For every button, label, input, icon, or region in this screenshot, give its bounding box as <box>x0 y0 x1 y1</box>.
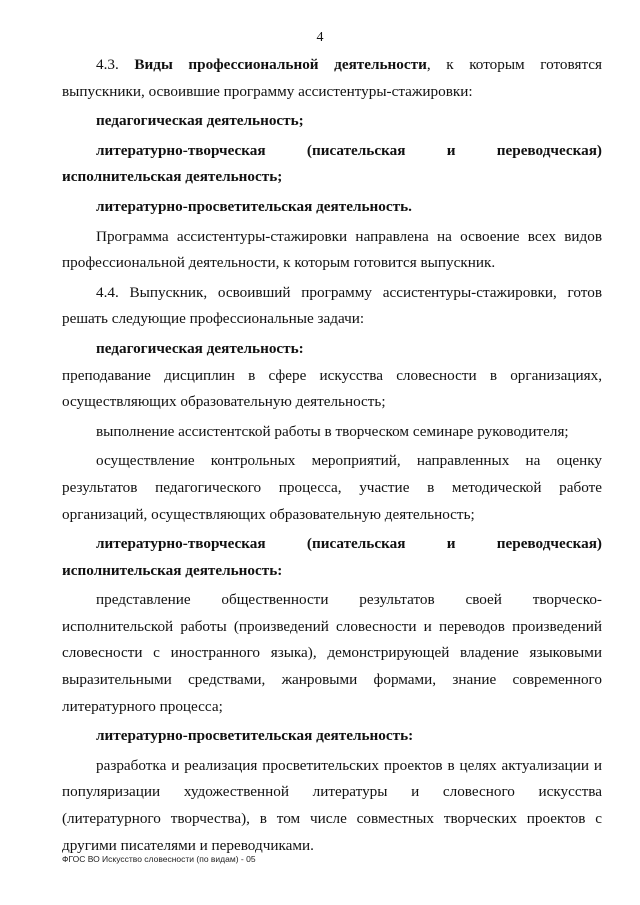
activity-literary-line2: исполнительская деятельность; <box>62 168 283 186</box>
paragraph-text: , к которым готовятся выпускники, освоившие программу ассистентуры-стажировки: <box>62 56 602 100</box>
task-educational-projects: разработка и реализация просветительских проектов в целях актуализации и популяризации художественной литературы и словесного искусства (литературного творчества), в том числе совместных творческих проектов с другими писателями и переводчиками. <box>62 756 602 854</box>
activity-pedagogical: педагогическая деятельность; <box>96 112 304 130</box>
task-public-presentation: представление общественности результатов своей творческо-исполнительской работы (произведений словесности и переводов произведений словесности с иностранного языка), демонстрирующей владение языковыми выразительными средствами, жанровыми формами, знание современного литературного процесса; <box>62 591 602 715</box>
heading-literary-tasks-line2: исполнительская деятельность: <box>62 561 283 579</box>
heading-educational-tasks: литературно-просветительская деятельность: <box>96 727 414 745</box>
heading-literary-tasks-line1: литературно-творческая (писательская и переводческая) <box>96 535 602 553</box>
activity-literary-line1: литературно-творческая (писательская и переводческая) <box>96 141 602 159</box>
paragraph-4-3 <box>62 52 602 105</box>
section-number: 4.3. <box>96 56 119 73</box>
document-footer: ФГОС ВО Искусство словесности (по видам) - 05 <box>62 854 256 864</box>
page-number: 4 <box>316 30 324 45</box>
task-teaching: преподавание дисциплин в сфере искусства словесности в организациях, осуществляющих образовательную деятельность; <box>62 366 602 411</box>
task-assistant-work: выполнение ассистентской работы в творческом семинаре руководителя; <box>96 422 569 440</box>
bold-heading: Виды профессиональной деятельности <box>134 56 427 73</box>
task-control-activities: осуществление контрольных мероприятий, направленных на оценку результатов педагогического процесса, участие в методической работе организаций, осуществляющих образовательную деятельность; <box>62 452 602 523</box>
paragraph-program: Программа ассистентуры-стажировки направлена на освоение всех видов профессиональной деятельности, к которым готовится выпускник. <box>62 227 602 272</box>
document-body <box>62 52 602 859</box>
heading-pedagogical-tasks: педагогическая деятельность: <box>96 339 304 357</box>
activity-educational: литературно-просветительская деятельность. <box>96 197 412 215</box>
paragraph-4-4: 4.4. Выпускник, освоивший программу ассистентуры-стажировки, готов решать следующие профессиональные задачи: <box>62 283 602 328</box>
